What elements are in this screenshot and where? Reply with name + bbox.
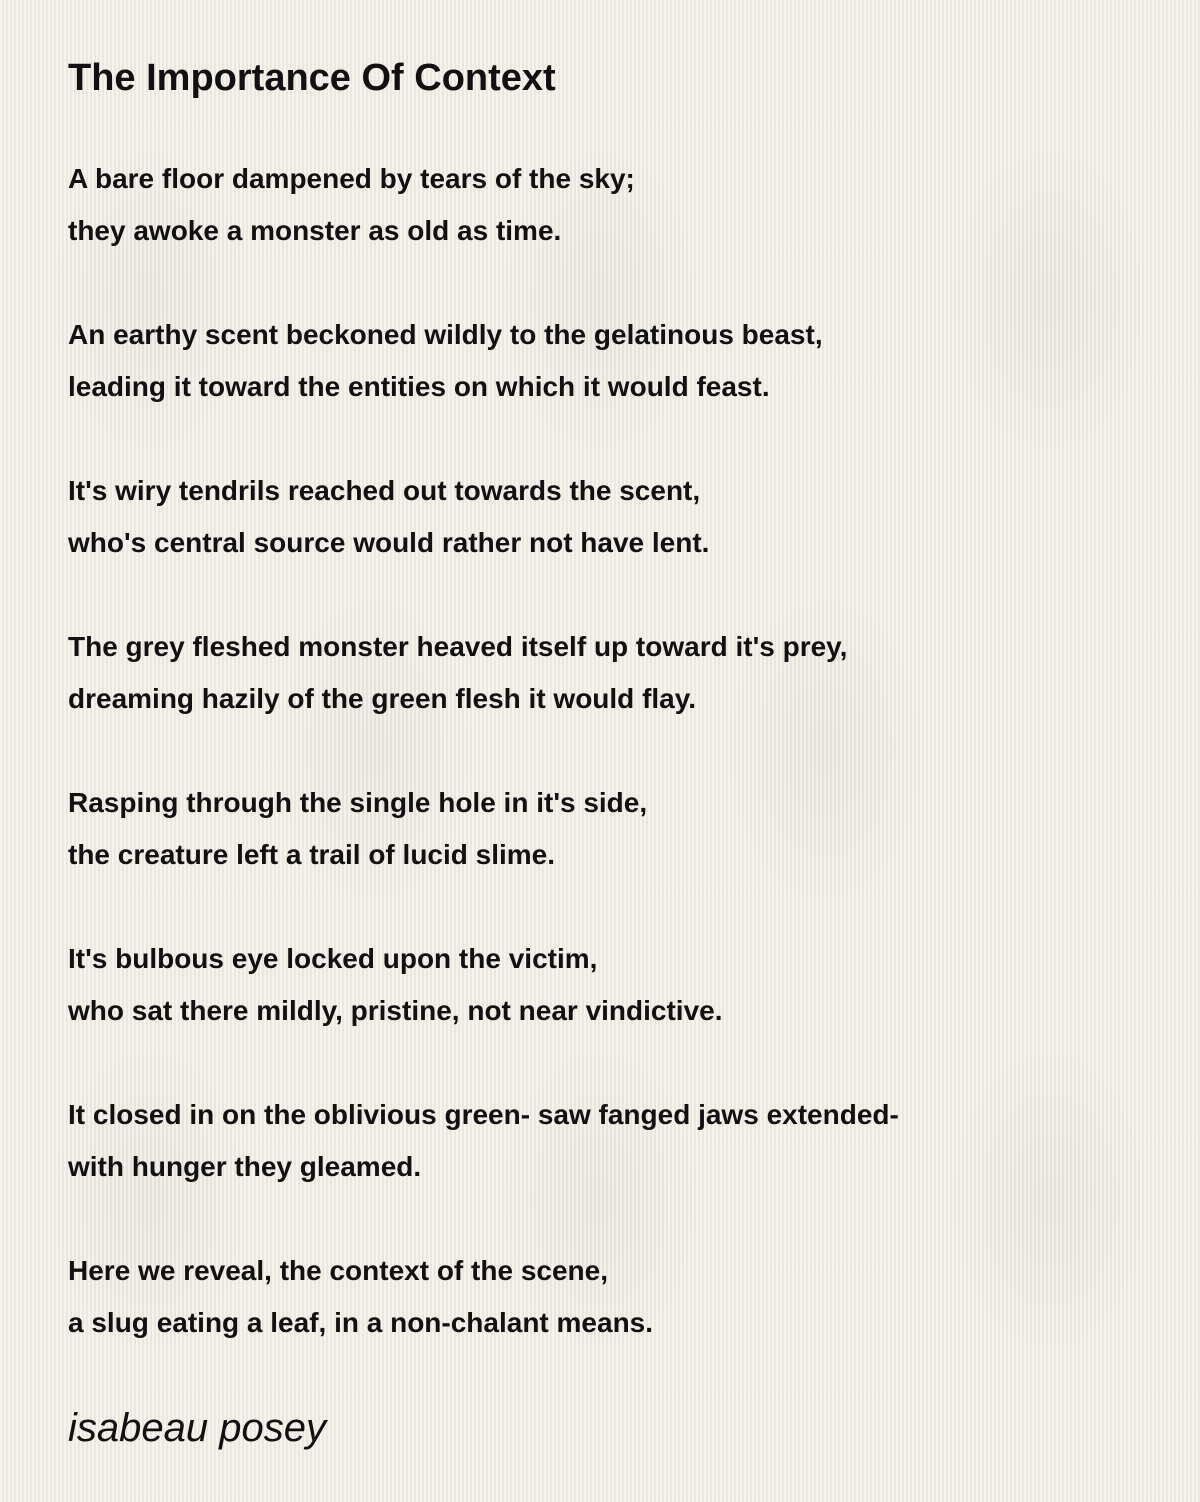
poem-line: An earthy scent beckoned wildly to the gelatinous beast,: [68, 319, 823, 350]
poem-line: It's wiry tendrils reached out towards the scent,: [68, 475, 701, 506]
poem-line: It closed in on the oblivious green- saw fanged jaws extended-: [68, 1099, 899, 1130]
stanza: [68, 933, 899, 1037]
poem-line: a slug eating a leaf, in a non-chalant means.: [68, 1307, 654, 1338]
poem-line: Here we reveal, the context of the scene,: [68, 1255, 608, 1286]
stanza: [68, 621, 899, 725]
poem-line: leading it toward the entities on which it would feast.: [68, 371, 770, 402]
stanza: [68, 153, 899, 257]
poem-line: Rasping through the single hole in it's side,: [68, 787, 648, 818]
poem-line: they awoke a monster as old as time.: [68, 215, 562, 246]
stanza: [68, 1089, 899, 1193]
poem-author: isabeau posey: [68, 1406, 326, 1450]
poem-line: the creature left a trail of lucid slime.: [68, 839, 556, 870]
poem-title: The Importance Of Context: [68, 57, 556, 99]
poem-body: [68, 153, 899, 1401]
stanza: [68, 1245, 899, 1349]
poem-line: It's bulbous eye locked upon the victim,: [68, 943, 598, 974]
poem-line: dreaming hazily of the green flesh it would flay.: [68, 683, 697, 714]
poem-line: A bare floor dampened by tears of the sky;: [68, 163, 635, 194]
poem-line: who's central source would rather not have lent.: [68, 527, 710, 558]
poem-line: with hunger they gleamed.: [68, 1151, 422, 1182]
poem-line: The grey fleshed monster heaved itself up toward it's prey,: [68, 631, 848, 662]
stanza: [68, 777, 899, 881]
stanza: [68, 465, 899, 569]
stanza: [68, 309, 899, 413]
poem-line: who sat there mildly, pristine, not near vindictive.: [68, 995, 723, 1026]
